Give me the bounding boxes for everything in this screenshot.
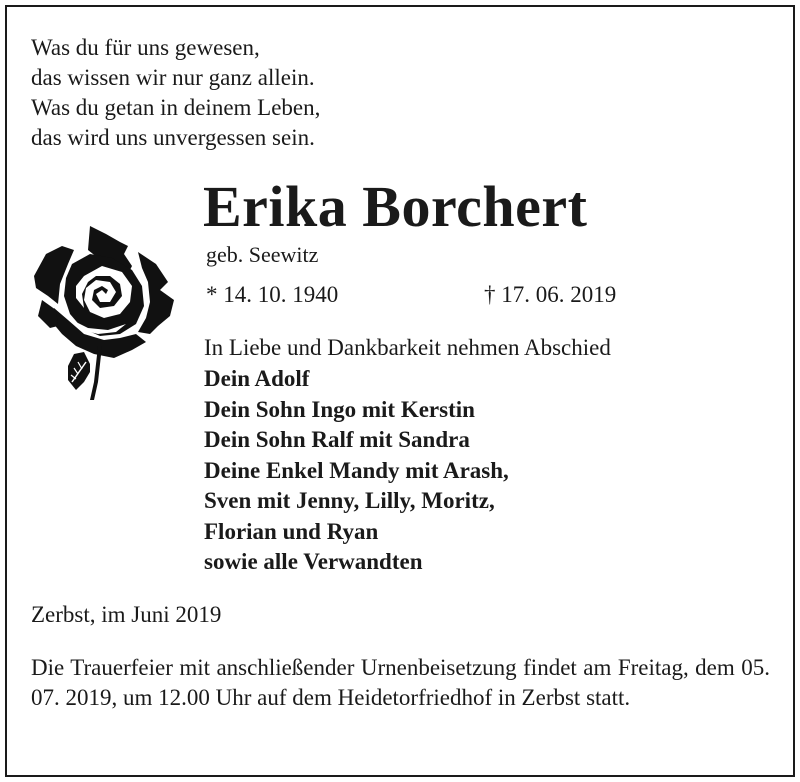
rose-icon — [28, 224, 180, 402]
service-text: Die Trauerfeier mit anschließender Urnenbeisetzung findet am Freitag, dem 05. 07. 2019, um 12.00 Uhr auf dem Heidetorfriedhof in Zerbst statt. — [31, 655, 770, 710]
poem-line: Was du getan in deinem Leben, — [31, 95, 321, 120]
poem-line: das wissen wir nur ganz allein. — [31, 65, 315, 90]
farewell-line: In Liebe und Dankbarkeit nehmen Abschied — [204, 335, 611, 360]
maiden-name: geb. Seewitz — [206, 242, 319, 267]
poem — [31, 33, 320, 153]
poem-line: Was du für uns gewesen, — [31, 35, 260, 60]
place-date: Zerbst, im Juni 2019 — [31, 602, 222, 627]
mourner-line: Florian und Ryan — [204, 518, 379, 544]
death-date: † 17. 06. 2019 — [484, 282, 617, 307]
mourner-line: Deine Enkel Mandy mit Arash, — [204, 457, 509, 483]
poem-line: das wird uns unvergessen sein. — [31, 125, 315, 150]
mourner-line: Dein Adolf — [204, 366, 310, 391]
mourner-line: Dein Sohn Ingo mit Kerstin — [204, 396, 475, 422]
mourners-list — [204, 364, 509, 578]
mourner-line: sowie alle Verwandten — [204, 549, 423, 574]
birth-date: * 14. 10. 1940 — [206, 282, 339, 307]
mourner-line: Dein Sohn Ralf mit Sandra — [204, 427, 470, 452]
deceased-name: Erika Borchert — [203, 174, 588, 239]
mourner-line: Sven mit Jenny, Lilly, Moritz, — [204, 488, 495, 513]
